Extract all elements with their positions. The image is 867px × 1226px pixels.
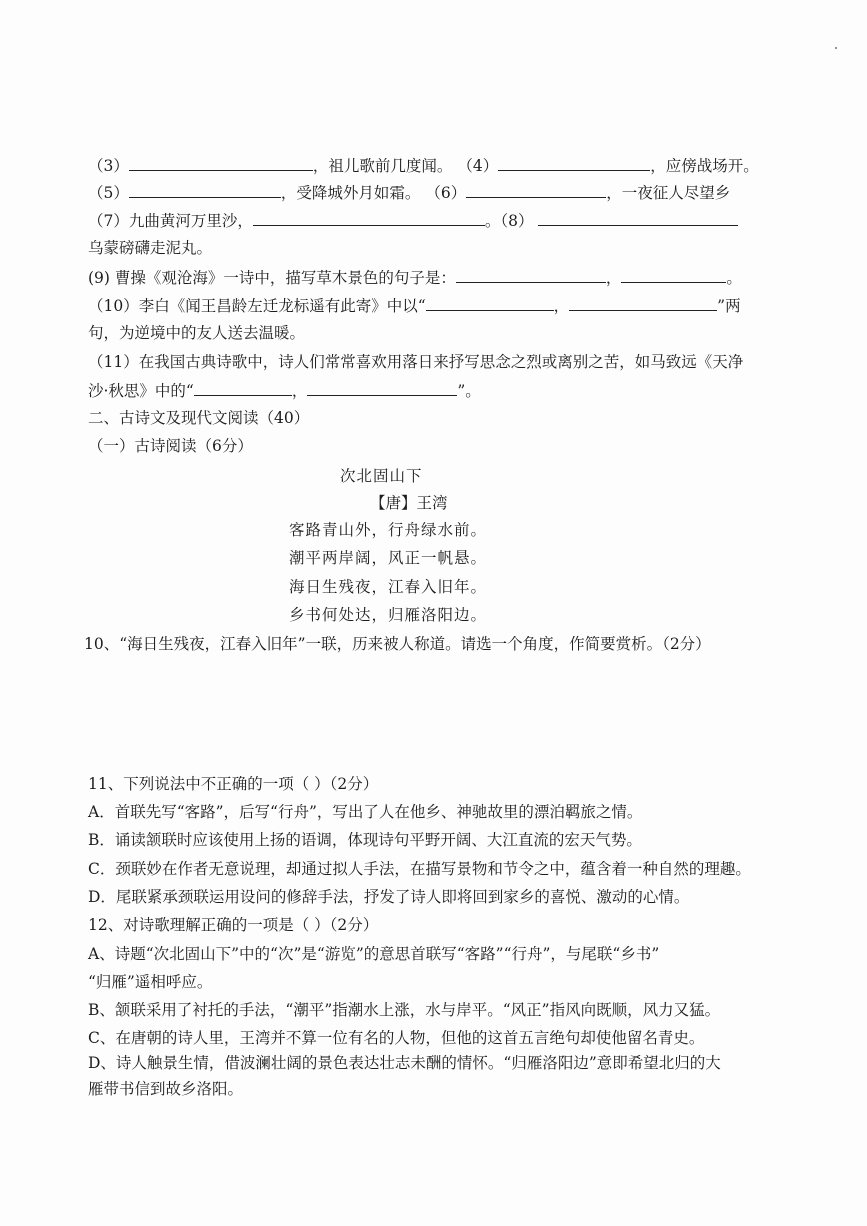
q10-blank-1[interactable] <box>426 294 554 311</box>
q8-continuation: 乌蒙磅礴走泥丸。 <box>88 239 213 257</box>
poem-line-2: 潮平两岸阔，风正一帆悬。 <box>289 549 488 567</box>
q3-blank[interactable] <box>129 154 313 171</box>
q11-blank-1[interactable] <box>194 379 292 396</box>
q8-number: 。（8） <box>484 212 534 230</box>
q5-blank[interactable] <box>129 181 281 198</box>
q9-blank-2[interactable] <box>621 266 726 283</box>
q12-option-c: C、在唐朝的诗人里，王湾并不算一位有名的人物，但他的这首五言绝句却使他留名青史。 <box>88 1029 705 1047</box>
scan-speck <box>835 47 837 49</box>
question-10: 10、“海日生残夜，江春入旧年”一联，历来被人称道。请选一个角度，作简要赏析。（2分） <box>84 635 711 653</box>
q11-cont: 沙·秋思》中的“ <box>88 382 194 400</box>
q5-text: ，受降城外月如霜。 <box>280 184 421 202</box>
question-12-stem: 12、对诗歌理解正确的一项是（ ）（2分） <box>88 916 379 934</box>
q7-blank[interactable] <box>253 209 485 226</box>
subsection-heading: （一）古诗阅读（6分） <box>88 437 253 455</box>
q11-option-c: C．颈联妙在作者无意说理，却通过拟人手法，在描写景物和节令之中，蕴含着一种自然的理趣。 <box>88 860 751 878</box>
q11-blank-2[interactable] <box>307 379 457 396</box>
q6-text: ，一夜征人尽望乡 <box>606 184 731 202</box>
poem-line-3: 海日生残夜，江春入旧年。 <box>289 578 488 596</box>
q11-option-d: D．尾联紧承颈联运用设问的修辞手法，抒发了诗人即将回到家乡的喜悦、激动的心情。 <box>88 888 690 906</box>
poem-author: 【唐】王湾 <box>370 494 448 512</box>
fill-line-11: （11）在我国古典诗歌中，诗人们常常喜欢用落日来抒写思念之烈或离别之苦，如马致远《天净 <box>88 353 744 371</box>
q11-option-a: A．首联先写“客路”，后写“行舟”，写出了人在他乡、神驰故里的漂泊羁旅之情。 <box>88 803 643 821</box>
q10-continuation: 句，为逆境中的友人送去温暖。 <box>88 324 306 342</box>
q5-number: （5） <box>88 184 129 202</box>
fill-line-9: (9) 曹操《观沧海》一诗中，描写草木景色的句子是： ， 。 <box>88 266 797 289</box>
poem-line-4: 乡书何处达，归雁洛阳边。 <box>289 606 488 624</box>
q8-blank[interactable] <box>538 209 738 226</box>
q7-text: （7）九曲黄河万里沙， <box>88 212 253 230</box>
q4-blank[interactable] <box>498 154 650 171</box>
q3-number: （3） <box>88 157 129 175</box>
q11-option-b: B．诵读颔联时应该使用上扬的语调，体现诗句平野开阔、大江直流的宏天气势。 <box>88 831 642 849</box>
section-heading: 二、古诗文及现代文阅读（40） <box>88 409 310 427</box>
q4-text: ，应傍战场开。 <box>650 157 759 175</box>
q10-end: ”两 <box>717 297 741 315</box>
q9-blank-1[interactable] <box>456 266 606 283</box>
q6-number: （6） <box>425 184 467 202</box>
fill-line-3-4 <box>88 154 797 177</box>
fill-line-11-cont: 沙·秋思》中的“ ， ”。 <box>88 379 797 402</box>
question-11-stem: 11、下列说法中不正确的一项（ ）（2分） <box>88 775 379 793</box>
q12-option-a-line2: “归雁”遥相呼应。 <box>88 973 213 991</box>
q4-number: （4） <box>457 157 499 175</box>
poem-title: 次北固山下 <box>340 467 423 485</box>
q12-option-d-line1: D、诗人触景生情，借波澜壮阔的景色表达壮志未酬的情怀。“归雁洛阳边”意即希望北归的大 <box>88 1054 721 1072</box>
fill-line-5-6 <box>88 181 797 204</box>
q3-text: ，祖儿歌前几度闻。 <box>312 157 453 175</box>
fill-line-7-8 <box>88 209 797 232</box>
q10-blank-2[interactable] <box>569 294 717 311</box>
q10-text: （10）李白《闻王昌龄左迁龙标遥有此寄》中以“ <box>88 297 426 315</box>
q12-option-a-line1: A、诗题“次北固山下”中的“次”是“游览”的意思首联写“客路”“行舟”，与尾联“乡书” <box>88 945 660 963</box>
q12-option-b: B、颔联采用了衬托的手法，“潮平”指潮水上涨，水与岸平。“风正”指风向既顺，风力又猛。 <box>88 1001 721 1019</box>
fill-line-10: （10）李白《闻王昌龄左迁龙标遥有此寄》中以“ ， ”两 <box>88 294 797 317</box>
q6-blank[interactable] <box>466 181 606 198</box>
q12-option-d-line2: 雁带书信到故乡洛阳。 <box>88 1080 244 1098</box>
poem-line-1: 客路青山外，行舟绿水前。 <box>289 521 488 539</box>
q9-text: (9) 曹操《观沧海》一诗中，描写草木景色的句子是： <box>88 269 456 287</box>
q11-end: ”。 <box>457 382 481 400</box>
